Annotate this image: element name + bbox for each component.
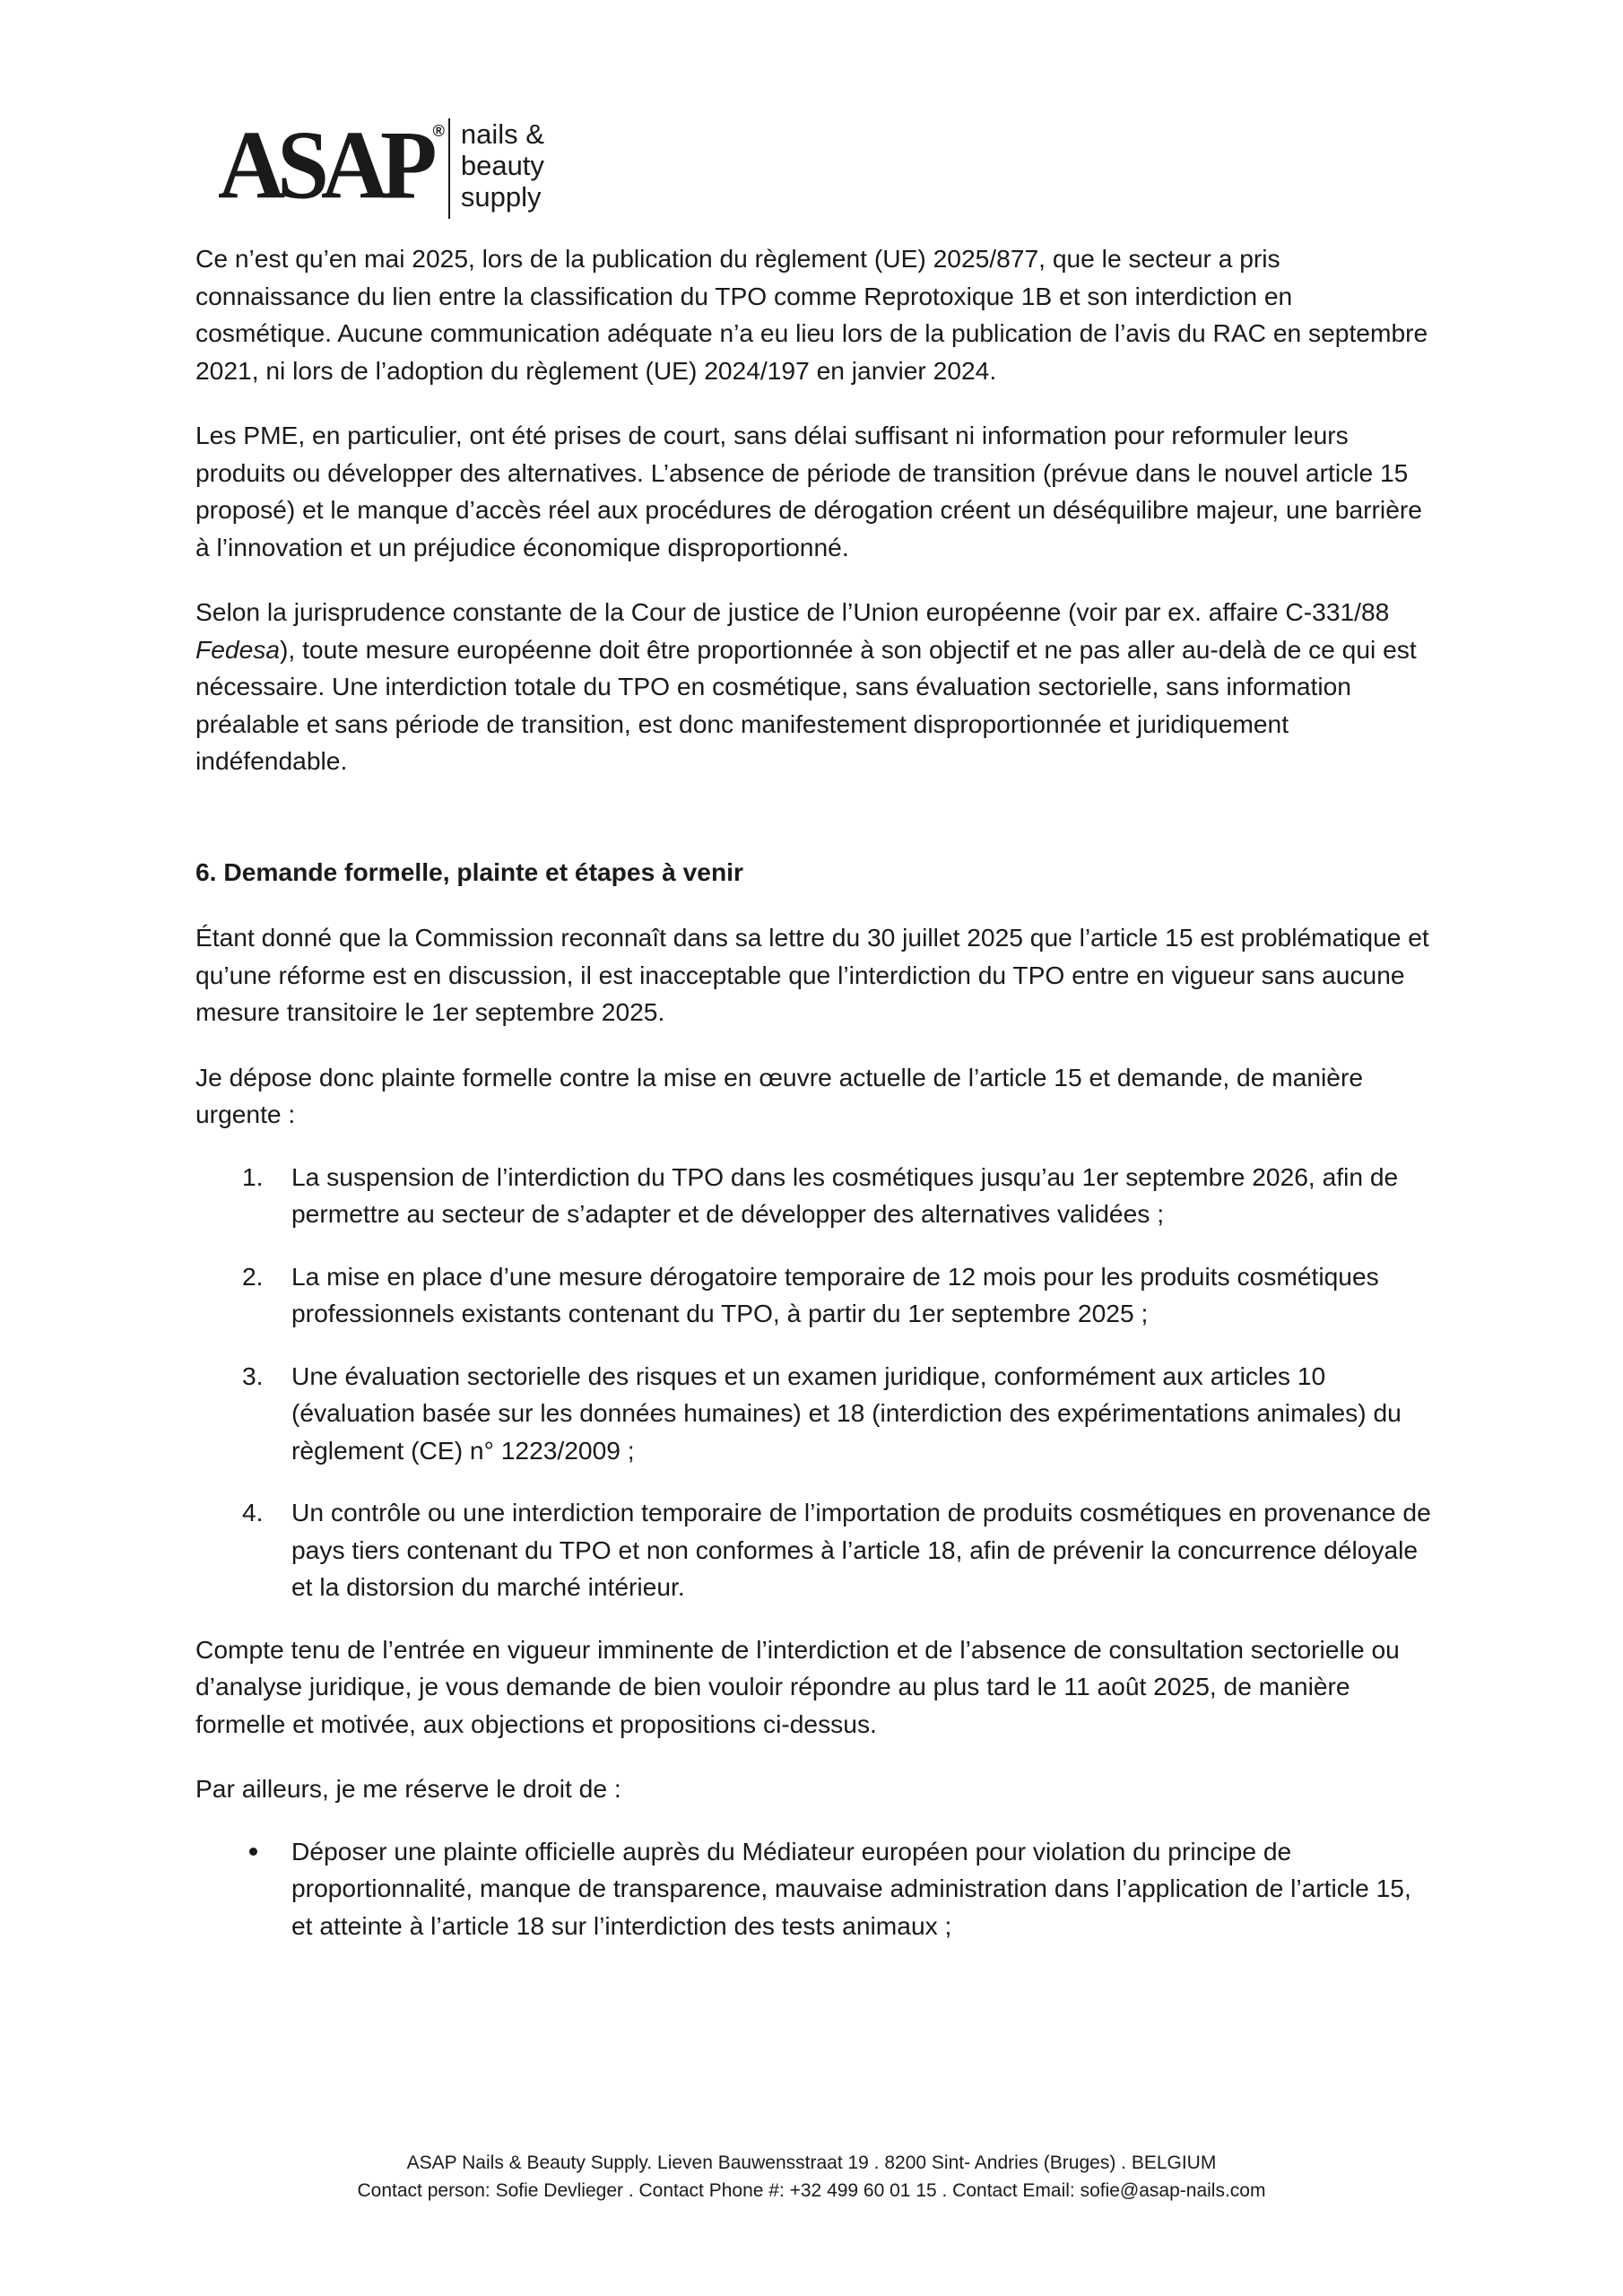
list-number: 4. — [242, 1498, 264, 1526]
list-item — [195, 1258, 1433, 1333]
logo-tagline — [461, 118, 544, 213]
list-number: 3. — [242, 1361, 264, 1390]
logo-tagline-line: nails & — [460, 118, 544, 150]
paragraph-reserved-rights: Par ailleurs, je me réserve le droit de : — [195, 1774, 621, 1803]
list-item-text: Une évaluation sectorielle des risques et un examen juridique, conformément aux articles 10 (évaluation basée sur les données humaines) et 18 (interdiction des expérimentations animales) du règlement (CE) n° 1223/2009 ; — [291, 1361, 1402, 1465]
list-number: 1. — [242, 1161, 264, 1191]
list-item-text: La mise en place d’une mesure dérogatoire temporaire de 12 mois pour les produits cosmétiques professionnels existants contenant du TPO, à partir du 1er septembre 2025 ; — [291, 1261, 1379, 1327]
paragraph-publication-context: Ce n’est qu’en mai 2025, lors de la publication du règlement (UE) 2025/877, que le secteur a pris connaissance du lien entre la classification du TPO comme Reprotoxique 1B et son interdiction en cosmétique. Aucune communication adéquate n’a eu lieu lors de la publication de l’avis du RAC en septembre 2021, ni lors de l’adoption du règlement (UE) 2024/197 en janvier 2024. — [195, 244, 1428, 385]
rights-list — [195, 1833, 1433, 1945]
paragraph-sme-impact: Les PME, en particulier, ont été prises de court, sans délai suffisant ni information pour reformuler leurs produits ou développer des alternatives. L’absence de période de transition (prévue dans le nouvel article 15 proposé) et le manque d’accès réel aux procédures de dérogation créent un déséquilibre majeur, une barrière à l’innovation et un préjudice économique disproportionné. — [195, 421, 1422, 561]
list-item — [195, 1358, 1433, 1470]
list-item-text: La suspension de l’interdiction du TPO dans les cosmétiques jusqu’au 1er septembre 2026, afin de permettre au secteur de s’adapter et de développer des alternatives validées ; — [291, 1161, 1399, 1228]
paragraph-formal-complaint: Je dépose donc plainte formelle contre la mise en œuvre actuelle de l’article 15 et demande, de manière urgente : — [195, 1062, 1364, 1128]
jurisprudence-text-end: ), toute mesure européenne doit être proportionnée à son objectif et ne pas aller au-delà de ce qui est nécessaire. Une interdiction totale du TPO en cosmétique, sans évaluation sectorielle, sans information préalable et sans période de transition, est donc manifestement disproportionnée et juridiquement indéfendable. — [195, 634, 1417, 775]
footer-address: ASAP Nails & Beauty Supply. Lieven Bauwensstraat 19 . 8200 Sint- Andries (Bruges) . BELGIUM — [406, 2152, 1217, 2173]
section-heading: 6. Demande formelle, plainte et étapes à venir — [195, 857, 743, 886]
list-item-text: Déposer une plainte officielle auprès du Médiateur européen pour violation du principe de proportionnalité, manque de transparence, mauvaise administration dans l’application de l’article 15, et atteinte à l’article 18 sur l’interdiction des tests animaux ; — [291, 1836, 1411, 1940]
company-logo — [218, 110, 544, 220]
paragraph-response-deadline: Compte tenu de l’entrée en vigueur imminente de l’interdiction et de l’absence de consultation sectorielle ou d’analyse juridique, je vous demande de bien vouloir répondre au plus tard le 11 août 2025, de manière formelle et motivée, aux objections et propositions ci-dessus. — [195, 1634, 1400, 1738]
paragraph-jurisprudence — [195, 594, 1433, 780]
jurisprudence-text-start: Selon la jurisprudence constante de la Cour de justice de l’Union européenne (voir par ex. affaire C-331/88 — [195, 597, 1390, 626]
list-item — [195, 1494, 1433, 1606]
logo-tagline-line: beauty — [460, 150, 544, 181]
bullet-icon — [249, 1848, 257, 1856]
letter-body — [195, 240, 1433, 1944]
footer-contact: Contact person: Sofie Devlieger . Contact Phone #: +32 499 60 01 15 . Contact Email: sofie@asap-nails.com — [357, 2180, 1266, 2201]
case-name: Fedesa — [195, 634, 281, 664]
requests-list — [195, 1159, 1433, 1606]
list-number: 2. — [242, 1261, 264, 1291]
paragraph-commission-letter: Étant donné que la Commission reconnaît dans sa lettre du 30 juillet 2025 que l’article 15 est problématique et qu’une réforme est en discussion, il est inacceptable que l’interdiction du TPO entre en vigueur sans aucune mesure transitoire le 1er septembre 2025. — [195, 923, 1429, 1026]
logo-mark: ASAP — [218, 110, 430, 220]
page-footer — [0, 2149, 1623, 2205]
list-item — [195, 1159, 1433, 1233]
list-item-text: Un contrôle ou une interdiction temporaire de l’importation de produits cosmétiques en provenance de pays tiers contenant du TPO et non conformes à l’article 18, afin de prévenir la concurrence déloyale et la distorsion du marché intérieur. — [291, 1498, 1431, 1601]
list-item — [195, 1833, 1433, 1945]
registered-mark: ® — [432, 122, 445, 140]
logo-tagline-line: supply — [460, 181, 542, 213]
logo-divider — [448, 118, 450, 219]
